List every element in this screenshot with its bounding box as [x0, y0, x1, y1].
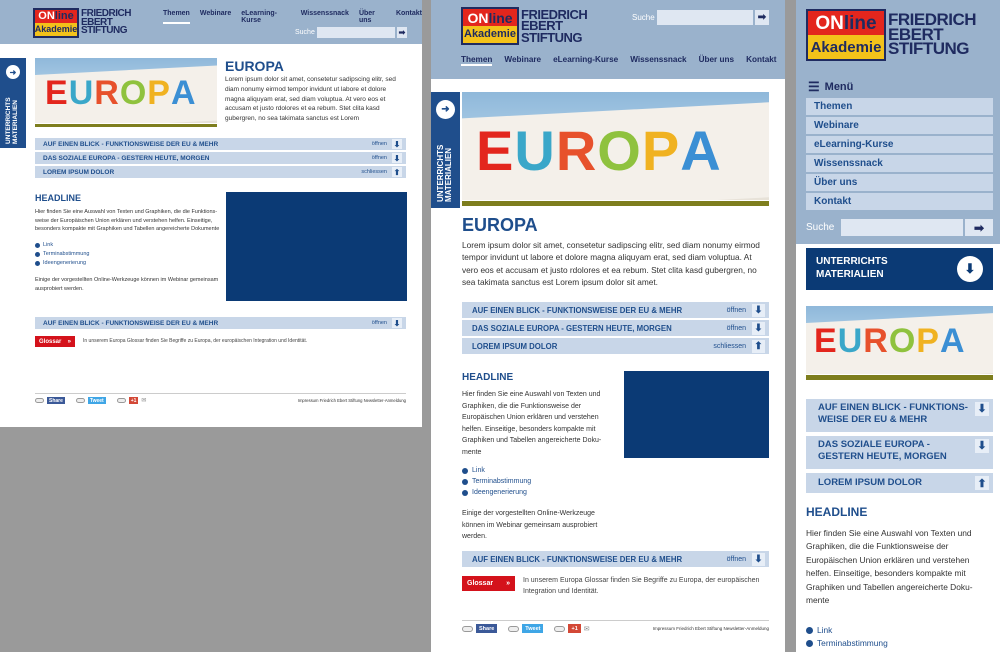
nav-webinare[interactable]: Webinare — [504, 55, 542, 64]
search-button[interactable] — [753, 10, 769, 25]
accordion-item-2[interactable] — [35, 152, 406, 164]
logo-fes2: EBERT — [521, 18, 563, 34]
tablet-header — [431, 0, 785, 79]
accordion-action: öffnen — [371, 320, 387, 326]
logo-fes1: FRIEDRICH — [81, 8, 131, 20]
arrow-down-icon: ⬇ — [975, 439, 989, 453]
europa-letter-o: O — [119, 74, 148, 112]
accordion-action: schliessen — [713, 342, 746, 350]
desktop-header — [0, 0, 422, 44]
accordion-title: LOREM IPSUM DOLOR — [472, 341, 558, 351]
accordion-title: AUF EINEN BLICK - FUNKTIONSWEISE DER EU & MEHR — [472, 305, 683, 315]
accordion-title-line2: GESTERN HEUTE, MORGEN — [818, 451, 947, 463]
mail-icon[interactable]: ✉ — [583, 625, 590, 633]
materialien-line2: MATERIALIEN — [816, 268, 884, 280]
link-item[interactable] — [462, 465, 531, 476]
mail-icon[interactable]: ✉ — [141, 398, 147, 404]
nav-elearning[interactable]: eLearning-Kurse — [553, 55, 619, 64]
accordion-bottom[interactable] — [35, 317, 406, 329]
mobile-nav-wissenssnack[interactable] — [806, 155, 993, 172]
tablet-logo[interactable] — [461, 7, 587, 45]
accordion-action: schliessen — [361, 169, 387, 175]
logo-line-text: line — [843, 12, 877, 34]
mobile-logo[interactable] — [806, 9, 976, 61]
toggle-icon[interactable] — [462, 626, 473, 632]
accordion-title: AUF EINEN BLICK - FUNKTIONSWEISE DER EU & MEHR — [472, 554, 683, 564]
accordion-action: öffnen — [371, 155, 387, 161]
europa-image — [806, 306, 993, 374]
nav-themen[interactable]: Themen — [461, 55, 493, 64]
search-button[interactable] — [395, 27, 407, 38]
accordion-item-3[interactable] — [462, 338, 769, 354]
logo-fes3: STIFTUNG — [888, 39, 969, 59]
glossar-text: In unserem Europa Glossar finden Sie Begriffe zu Europa, der europäischen Integration und Identität. — [83, 338, 308, 344]
green-bar — [462, 201, 769, 206]
link-label: Terminabstimmung — [472, 478, 532, 486]
nav-kontakt[interactable]: Kontakt — [746, 55, 777, 64]
twitter-label: Tweet — [525, 625, 541, 632]
link-label: Link — [472, 467, 485, 474]
desktop-footer — [35, 393, 406, 407]
europa-letter-e: E — [476, 119, 515, 182]
search-label: Suche — [295, 29, 315, 36]
arrow-down-icon: ⬇ — [752, 553, 765, 566]
headline-text-line: Hier finden Sie eine Auswahl von Texten und Graphiken, die die Funktions- — [35, 209, 218, 215]
europa-letter-r: R — [94, 74, 120, 112]
blue-media-box — [624, 371, 769, 458]
logo-akademie-text: Akademie — [808, 35, 884, 59]
europa-letter-u: U — [68, 74, 95, 112]
toggle-icon[interactable] — [508, 626, 519, 632]
desktop-nav — [163, 10, 422, 24]
arrow-right-icon: ➡ — [398, 28, 406, 37]
glossar-label: Glossar — [467, 580, 494, 587]
europa-letter-a: A — [170, 74, 197, 112]
accordion-action: öffnen — [726, 306, 746, 314]
nav-webinare[interactable]: Webinare — [199, 10, 232, 17]
desktop-panel — [0, 0, 422, 427]
arrow-up-icon: ⬆ — [393, 167, 401, 177]
accordion-title: LOREM IPSUM DOLOR — [43, 168, 115, 176]
europa-letter-p: P — [641, 119, 681, 182]
chevron-right-icon: » — [506, 580, 510, 587]
logo-fes3: STIFTUNG — [521, 29, 582, 45]
search-input[interactable] — [317, 27, 395, 38]
accordion-item-1[interactable] — [35, 138, 406, 150]
page-title: EUROPA — [462, 215, 538, 235]
mobile-nav-label: Themen — [814, 101, 853, 112]
green-bar — [35, 124, 217, 127]
accordion-action: öffnen — [726, 555, 746, 563]
link-item[interactable] — [462, 476, 531, 487]
mobile-nav-themen[interactable] — [806, 98, 993, 115]
logo-fes2: EBERT — [888, 24, 944, 44]
accordion-title-line1: AUF EINEN BLICK - FUNKTIONS- — [818, 402, 968, 413]
link-label: Terminabstimmung — [817, 638, 888, 649]
accordion-item-1[interactable] — [462, 302, 769, 318]
blue-media-box — [226, 192, 407, 301]
europa-image — [35, 58, 217, 123]
accordion-item-3[interactable] — [35, 166, 406, 178]
facebook-share-button[interactable] — [476, 624, 497, 633]
headline-text: Hier finden Sie eine Auswahl von Texten und Graphiken, die die Funktionsweise der Europäischen Union erklären und verstehen helfen. Einseitige, besonders kompakte mit Graphiken und Tabellen angereicherte Doku-mente — [806, 528, 973, 606]
logo-fes1: FRIEDRICH — [521, 7, 588, 23]
accordion-title: AUF EINEN BLICK - FUNKTIONSWEISE DER EU & MEHR — [43, 319, 219, 327]
europa-letter-e: E — [814, 322, 838, 360]
side-tab-line1: UNTERRICHTS — [436, 144, 445, 202]
europa-letter-p: P — [147, 74, 171, 112]
europa-letter-a: A — [939, 322, 966, 360]
desktop-logo[interactable] — [33, 8, 131, 38]
link-list — [35, 241, 89, 268]
logo-line-text: line — [54, 10, 74, 22]
facebook-share-button[interactable] — [47, 397, 65, 404]
arrow-circle-icon: ➜ — [436, 100, 455, 119]
twitter-label: Tweet — [89, 397, 104, 404]
logo-fes1: FRIEDRICH — [888, 10, 977, 30]
europa-letter-o: O — [888, 322, 917, 360]
mobile-nav-webinare[interactable] — [806, 117, 993, 134]
logo-akademie-text: Akademie — [34, 24, 78, 34]
link-label: Terminabstimmung — [43, 251, 90, 258]
headline: HEADLINE — [462, 372, 514, 383]
arrow-up-icon: ⬆ — [752, 340, 765, 353]
search-label: Suche — [632, 13, 655, 22]
search-input[interactable] — [841, 219, 963, 236]
accordion-item-3[interactable] — [806, 473, 993, 493]
nav-themen[interactable]: Themen — [163, 10, 190, 24]
search-button[interactable] — [963, 219, 993, 236]
intro-text: Lorem ipsum dolor sit amet, consetetur sadipscing elitr, sed diam nonumy eirmod tempor invidunt ut labore et dolore magna aliquyam erat, sed diam voluptua. At vero eos et accusam et justo rdolores et ea rebum. Stet clita kasd gubergren, no sea takimata sanctus est Lorem ipsum dolor sit amet. — [462, 240, 760, 288]
materialien-line1: UNTERRICHTS — [816, 256, 888, 267]
accordion-item-2[interactable] — [806, 436, 993, 469]
mobile-nav-label: Webinare — [814, 120, 859, 131]
mobile-nav-elearning[interactable] — [806, 136, 993, 153]
search-input[interactable] — [657, 10, 753, 25]
logo-on-text: ON — [467, 9, 489, 26]
facebook-label: Share — [479, 625, 495, 632]
link-list — [806, 624, 888, 650]
link-item[interactable] — [35, 259, 89, 268]
link-label: Ideengenerierung — [472, 489, 527, 497]
logo-on-text: ON — [815, 12, 844, 34]
headline-text — [35, 208, 220, 234]
nav-ueber-uns[interactable]: Über uns — [698, 55, 735, 64]
tools-text: Einige der vorgestellten Online-Werkzeuge können im Webinar gemeinsam ausprobiert werden. — [462, 510, 598, 541]
menu-label: Menü — [824, 81, 854, 93]
europa-letter-a: A — [680, 119, 722, 182]
google-plus-button[interactable] — [568, 624, 580, 633]
chevron-right-icon: » — [67, 338, 71, 345]
facebook-label: Share — [49, 397, 63, 404]
link-label: Link — [817, 625, 833, 635]
accordion-item-2[interactable] — [462, 320, 769, 336]
link-item[interactable] — [35, 241, 89, 250]
accordion-action: öffnen — [726, 324, 746, 332]
mobile-nav-label: Wissenssnack — [814, 158, 883, 169]
europa-letter-r: R — [863, 322, 889, 360]
accordion-item-1[interactable] — [806, 399, 993, 432]
side-tab-line2: MATERIALIEN — [11, 100, 19, 144]
europa-letter-o: O — [597, 119, 642, 182]
mobile-materialien-button[interactable] — [806, 248, 993, 290]
arrow-right-icon: ➡ — [973, 220, 985, 235]
arrow-down-icon: ⬇ — [752, 304, 765, 317]
accordion-title-line2: WEISE DER EU & MEHR — [818, 414, 928, 426]
link-item[interactable] — [462, 487, 531, 498]
link-label: Link — [43, 242, 54, 248]
accordion-title: LOREM IPSUM DOLOR — [818, 477, 922, 488]
google-plus-label: +1 — [571, 625, 578, 632]
accordion-action: öffnen — [371, 141, 387, 147]
europa-letter-u: U — [514, 119, 556, 182]
arrow-down-icon: ⬇ — [393, 153, 401, 163]
nav-wissenssnack[interactable]: Wissenssnack — [300, 10, 349, 17]
green-bar — [806, 375, 993, 380]
side-tab-materialien[interactable] — [0, 58, 26, 148]
link-label: Ideengenerierung — [43, 260, 87, 267]
toggle-icon[interactable] — [76, 398, 85, 403]
arrow-down-icon: ⬇ — [393, 318, 401, 328]
accordion-title: DAS SOZIALE EUROPA - GESTERN HEUTE, MORGEN — [43, 154, 210, 162]
glossar-label: Glossar — [39, 338, 62, 345]
twitter-tweet-button[interactable] — [522, 624, 543, 633]
europa-image — [462, 92, 769, 200]
arrow-circle-icon: ➜ — [6, 65, 20, 79]
mobile-nav-label: eLearning-Kurse — [814, 139, 894, 150]
tools-text: Einige der vorgestellten Online-Werkzeuge können im Webinar gemeinsam ausprobiert werden. — [35, 277, 219, 292]
page-title: EUROPA — [225, 58, 284, 74]
glossar-button[interactable] — [462, 576, 515, 591]
logo-line-text: line — [488, 9, 513, 26]
accordion-title: AUF EINEN BLICK - FUNKTIONSWEISE DER EU & MEHR — [43, 140, 219, 148]
link-item[interactable] — [35, 250, 89, 259]
mobile-header — [796, 0, 1000, 244]
logo-fes3: STIFTUNG — [81, 25, 127, 37]
link-item[interactable] — [806, 624, 888, 637]
toggle-icon[interactable] — [554, 626, 565, 632]
mobile-nav-ueber-uns[interactable] — [806, 174, 993, 191]
link-item[interactable] — [806, 637, 888, 650]
headline-text-line: weise der Europäischen Union erklären und verstehen helfen. Einseitige, — [35, 217, 213, 224]
hamburger-icon: ☰ — [808, 79, 820, 94]
arrow-down-icon: ⬇ — [752, 322, 765, 335]
side-tab-line2: MATERIALIEN — [444, 147, 454, 202]
search-label: Suche — [806, 222, 835, 233]
mobile-panel — [796, 0, 1000, 652]
footer-links[interactable]: Impressum Friedrich Ebert Stiftung Newsletter-Anmeldung — [652, 626, 769, 631]
toggle-icon[interactable] — [35, 398, 44, 403]
arrow-up-icon: ⬆ — [975, 476, 989, 490]
headline: HEADLINE — [806, 505, 868, 519]
footer-links[interactable]: Impressum Friedrich Ebert Stiftung Newsletter-Anmeldung — [297, 398, 406, 403]
tablet-panel — [431, 0, 785, 652]
europa-letter-p: P — [916, 322, 940, 360]
europa-letter-r: R — [555, 119, 598, 182]
nav-kontakt[interactable]: Kontakt — [395, 10, 422, 17]
accordion-title: DAS SOZIALE EUROPA - GESTERN HEUTE, MORGEN — [472, 323, 672, 333]
logo-akademie-text: Akademie — [463, 26, 517, 43]
arrow-down-icon: ⬇ — [975, 402, 989, 416]
accordion-bottom[interactable] — [462, 551, 769, 567]
arrow-down-icon: ⬇ — [393, 139, 401, 149]
mobile-nav-kontakt[interactable] — [806, 193, 993, 210]
google-plus-button[interactable] — [129, 397, 139, 404]
nav-ueber-uns[interactable]: Über uns — [358, 10, 375, 24]
side-tab-line1: UNTERRICHTS — [5, 97, 12, 144]
logo-fes2: EBERT — [81, 16, 113, 28]
nav-elearning[interactable]: eLearning-Kurse — [241, 10, 278, 24]
arrow-right-icon: ➡ — [757, 12, 767, 23]
headline-text: Hier finden Sie eine Auswahl von Texten und Graphiken, die die Funktionsweise der Europäischen Union erklären und verstehen helfen. Einseitige, besonders kompakte mit Graphiken und Tabellen angereicherte Doku-mente — [462, 391, 602, 456]
google-plus-label: +1 — [130, 397, 137, 404]
intro-text: Lorem ipsum dolor sit amet, consetetur sadipscing elitr, sed diam nonumy eirmod tempor invidunt ut labore et dolore magna aliquyam erat, sed diam voluptua. At vero eos et accusam et justo rdolores et ea rebum. Stet clita kasd gubergren, no sea takimata sanctus est Lorem — [225, 76, 396, 122]
tablet-footer — [462, 620, 769, 636]
headline-text-line: besonders kompakte mit Graphiken und Tabellen angereicherte Dokumente — [35, 226, 220, 233]
twitter-tweet-button[interactable] — [88, 397, 106, 404]
europa-letter-e: E — [45, 74, 69, 112]
nav-wissenssnack[interactable]: Wissenssnack — [630, 55, 687, 64]
toggle-icon[interactable] — [117, 398, 126, 403]
mobile-nav-label: Kontakt — [814, 196, 852, 207]
side-tab-materialien[interactable] — [431, 92, 460, 208]
tablet-nav — [461, 55, 777, 66]
link-list — [462, 465, 531, 499]
arrow-down-circle-icon: ⬇ — [957, 256, 983, 282]
glossar-button[interactable] — [35, 336, 75, 347]
headline: HEADLINE — [35, 193, 82, 203]
mobile-nav-label: Über uns — [814, 177, 858, 188]
logo-on-text: ON — [38, 10, 55, 22]
europa-letter-u: U — [837, 322, 864, 360]
glossar-text: In unserem Europa Glossar finden Sie Begriffe zu Europa, der europäischen Integration und Identität. — [523, 577, 760, 595]
accordion-title-line1: DAS SOZIALE EUROPA - — [818, 439, 930, 450]
menu-toggle[interactable] — [808, 79, 853, 95]
